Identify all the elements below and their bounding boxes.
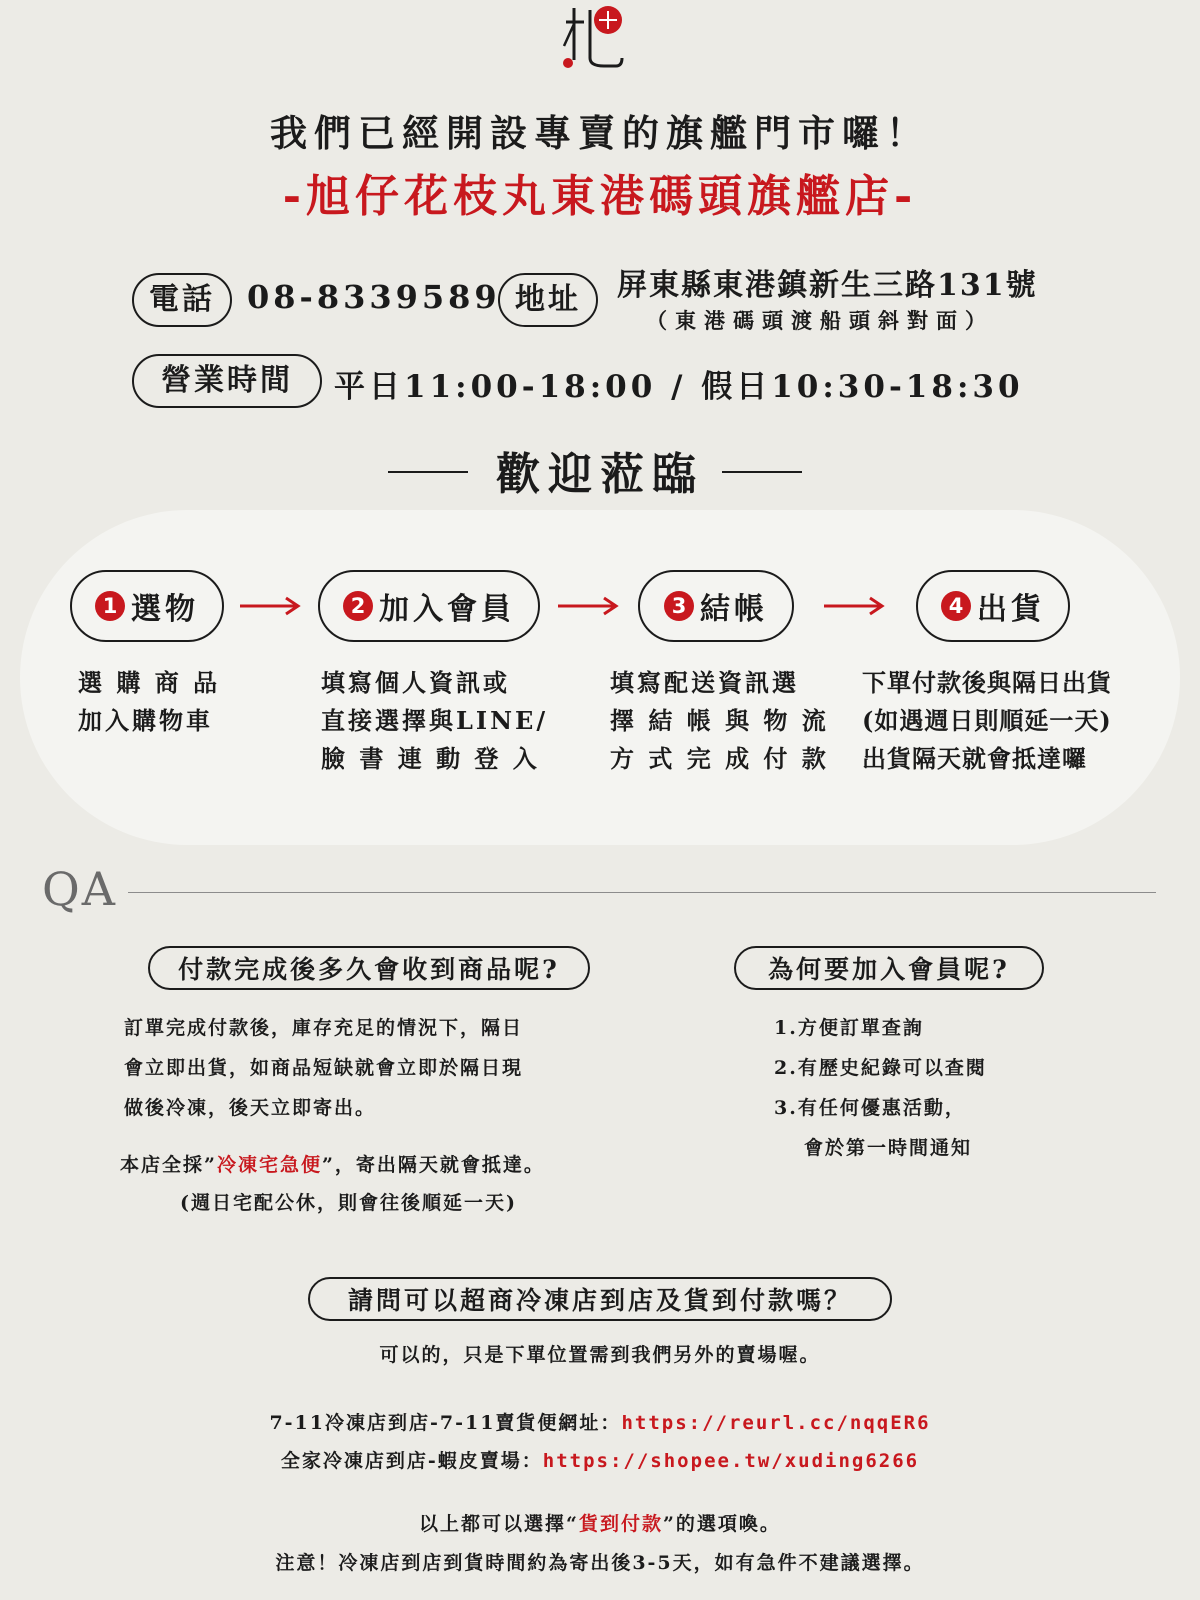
- step-number: 4: [941, 591, 971, 621]
- welcome-text: 歡迎蒞臨: [496, 449, 704, 500]
- desc-line: 臉 書 連 動 登 入: [321, 744, 540, 773]
- link-711-url[interactable]: https://reurl.cc/nqqER6: [621, 1412, 931, 1434]
- desc-line: (如遇週日則順延一天): [862, 706, 1112, 735]
- answer-line: 2.有歷史紀錄可以查閱: [774, 1057, 987, 1079]
- answer-line: 會立即出貨，如商品短缺就會立即於隔日現: [124, 1057, 524, 1079]
- step-label: 選物: [131, 592, 199, 627]
- step-label: 結帳: [700, 592, 768, 627]
- step-number: 3: [664, 591, 694, 621]
- answer-line: 1.方便訂單查詢: [774, 1017, 924, 1039]
- address-note: （東港碼頭渡船頭斜對面）: [646, 308, 994, 333]
- question-3: 請問可以超商冷凍店到店及貨到付款嗎？: [308, 1277, 892, 1321]
- store-name: -旭仔花枝丸東港碼頭旗艦店-: [282, 171, 918, 222]
- link-711: [0, 1408, 1200, 1435]
- step-label: 出貨: [977, 592, 1045, 627]
- desc-line: 出貨隔天就會抵達囉: [862, 744, 1087, 773]
- phone-number: 08-8339589: [247, 278, 501, 316]
- shipping-note: [120, 1150, 545, 1177]
- business-hours: 平日11:00-18:00 / 假日10:30-18:30: [334, 369, 1024, 405]
- welcome-banner: [0, 438, 1200, 498]
- desc-line: 直接選擇與LINE/: [321, 706, 549, 735]
- note-text: ”，寄出隔天就會抵達。: [321, 1154, 545, 1176]
- answer-line: 訂單完成付款後，庫存充足的情況下，隔日: [124, 1017, 524, 1039]
- step-number: 2: [343, 591, 373, 621]
- warning-note: 注意！冷凍店到店到貨時間約為寄出後3-5天，如有急件不建議選擇。: [275, 1552, 925, 1574]
- step-4-pill: [916, 570, 1070, 642]
- desc-line: 擇 結 帳 與 物 流: [610, 706, 829, 735]
- highlight-text: 貨到付款: [578, 1513, 663, 1535]
- desc-line: 填寫個人資訊或: [321, 668, 510, 697]
- note-text: 本店全採”: [120, 1154, 217, 1176]
- answer-3: 可以的，只是下單位置需到我們另外的賣場喔。: [379, 1344, 821, 1366]
- page-title: 我們已經開設專賣的旗艦門市囉！: [270, 111, 930, 155]
- answer-2: [774, 1008, 987, 1168]
- link-shopee-url[interactable]: https://shopee.tw/xuding6266: [542, 1450, 920, 1472]
- phone-label: 電話: [132, 273, 232, 327]
- desc-line: 選 購 商 品: [78, 668, 221, 697]
- arrow-right-icon: [238, 596, 302, 616]
- note-text: ”的選項喚。: [663, 1513, 781, 1535]
- step-1-pill: [70, 570, 224, 642]
- address-label: 地址: [498, 273, 598, 327]
- link-label: 全家冷凍店到店-蝦皮賣場：: [280, 1450, 543, 1472]
- arrow-right-icon: [556, 596, 620, 616]
- question-1: 付款完成後多久會收到商品呢?: [148, 946, 590, 990]
- question-2: 為何要加入會員呢?: [734, 946, 1044, 990]
- highlight-text: 冷凍宅急便: [216, 1154, 322, 1176]
- answer-line: 會於第一時間通知: [804, 1137, 973, 1159]
- desc-line: 方 式 完 成 付 款: [610, 744, 829, 773]
- answer-line: 做後冷凍，後天立即寄出。: [124, 1097, 377, 1119]
- desc-line: 下單付款後與隔日出貨: [862, 668, 1112, 697]
- cod-note: [0, 1509, 1200, 1536]
- qa-heading: QA: [42, 862, 117, 916]
- step-2-desc: [321, 664, 548, 778]
- divider: [722, 471, 802, 473]
- desc-line: 加入購物車: [78, 706, 213, 735]
- step-4-desc: [862, 664, 1112, 778]
- desc-line: 填寫配送資訊選: [610, 668, 799, 697]
- hours-label: 營業時間: [132, 354, 322, 408]
- answer-1: [124, 1008, 523, 1128]
- divider: [128, 892, 1156, 893]
- step-2-pill: [318, 570, 540, 642]
- step-1-desc: [78, 664, 220, 740]
- step-3-pill: [638, 570, 794, 642]
- answer-line: 3.有任何優惠活動，: [774, 1097, 966, 1119]
- link-label: 7-11冷凍店到店-7-11賣貨便網址：: [269, 1412, 622, 1434]
- step-number: 1: [95, 591, 125, 621]
- address: 屏東縣東港鎮新生三路131號: [617, 268, 1038, 303]
- step-label: 加入會員: [379, 592, 515, 627]
- note-text: 以上都可以選擇“: [419, 1513, 579, 1535]
- link-familymart: [0, 1446, 1200, 1473]
- brand-logo: [560, 0, 650, 72]
- step-3-desc: [610, 664, 829, 778]
- arrow-right-icon: [822, 596, 886, 616]
- shipping-note-2: (週日宅配公休，則會往後順延一天): [180, 1192, 517, 1214]
